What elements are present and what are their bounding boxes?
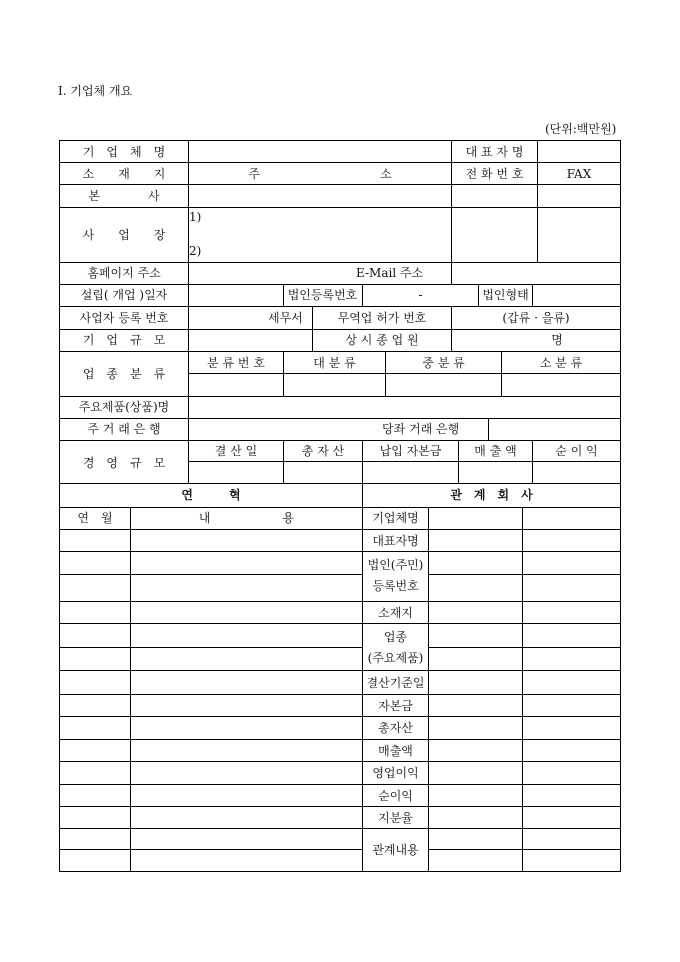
homepage-label: 홈페이지 주소 <box>87 266 161 280</box>
grid-line <box>458 440 459 483</box>
affiliate-location-label: 소재지 <box>378 606 413 620</box>
corp-reg-no-dash: - <box>418 288 423 302</box>
grid-line <box>59 871 621 872</box>
corp-type-label: 법인형태 <box>482 288 529 302</box>
grid-line <box>59 529 621 530</box>
affiliate-reg-no-label-line1: 법인(주민) <box>367 558 424 572</box>
grid-line <box>59 507 621 508</box>
affiliate-net-income-label: 순이익 <box>378 789 413 803</box>
grid-line <box>451 140 452 262</box>
affiliate-settlement-date-label: 결산기준일 <box>366 676 425 690</box>
current-bank-label: 당좌 거래 은행 <box>382 422 460 436</box>
grid-line <box>59 849 362 850</box>
corp-reg-no-label: 법인등록번호 <box>287 288 358 302</box>
grid-line <box>451 306 452 329</box>
workplace-entry-2: 2) <box>189 244 202 258</box>
founding-date-label: 설립( 개업 )일자 <box>80 288 168 302</box>
workplace-label: 사 업 장 <box>82 228 166 242</box>
grid-line <box>59 574 362 575</box>
grid-line <box>59 761 362 762</box>
total-assets-label: 총 자 산 <box>301 444 345 458</box>
affiliate-total-assets-label: 총자산 <box>378 721 413 735</box>
grid-line <box>428 574 620 575</box>
grid-line <box>59 806 362 807</box>
persons-unit: 명 <box>551 333 563 347</box>
management-scale-label: 경 영 규 모 <box>82 456 166 470</box>
affiliate-reg-no-label-line2: 등록번호 <box>372 579 419 593</box>
grid-line <box>312 329 313 351</box>
grid-line <box>59 716 362 717</box>
grid-line <box>478 284 479 306</box>
head-office-label: 본 사 <box>88 189 160 203</box>
grid-line <box>312 306 313 329</box>
employees-label: 상 시 종 업 원 <box>345 333 419 347</box>
grid-line <box>362 716 620 717</box>
grid-line <box>488 418 489 440</box>
grid-line <box>283 284 284 306</box>
trade-license-label: 무역업 허가 번호 <box>337 311 427 325</box>
major-class-label: 대 분 류 <box>313 356 356 370</box>
grid-line <box>283 351 284 396</box>
workplace-entry-1: 1) <box>189 210 202 224</box>
grid-line <box>428 849 620 850</box>
industry-label: 업 종 분 류 <box>82 367 166 381</box>
grid-line <box>362 828 620 829</box>
grid-line <box>59 140 60 872</box>
grid-line <box>362 551 620 552</box>
affiliate-sales-label: 매출액 <box>378 744 413 758</box>
grid-line <box>59 207 621 208</box>
grid-line <box>59 329 621 330</box>
grid-line <box>451 262 452 284</box>
net-income-label: 순 이 익 <box>555 444 598 458</box>
grid-line <box>362 694 620 695</box>
phone-label: 전 화 번 호 <box>465 167 524 181</box>
grid-line <box>59 623 362 624</box>
unit-label: (단위:백만원) <box>545 122 617 136</box>
fax-label: FAX <box>566 167 592 181</box>
grid-line <box>362 784 620 785</box>
grid-line <box>59 184 621 185</box>
grid-line <box>59 784 362 785</box>
address-label: 주 소 <box>248 167 392 181</box>
grid-line <box>451 329 452 351</box>
grid-line <box>188 373 620 374</box>
history-year-month-header: 연 월 <box>77 511 113 525</box>
affiliate-operating-income-label: 영업이익 <box>372 766 419 780</box>
grid-line <box>532 440 533 483</box>
grid-line <box>59 670 362 671</box>
affiliate-company-name-label: 기업체명 <box>372 511 419 525</box>
affiliate-equity-ratio-label: 지분율 <box>378 811 413 825</box>
company-size-label: 기 업 규 모 <box>82 333 166 347</box>
grid-line <box>501 351 502 396</box>
affiliates-title: 관 계 회 사 <box>450 488 533 502</box>
settlement-date-label: 결 산 일 <box>214 444 258 458</box>
grid-line <box>620 140 621 872</box>
affiliate-relationship-label: 관계내용 <box>372 843 419 857</box>
grid-line <box>428 507 429 871</box>
grid-line <box>362 670 620 671</box>
grid-line <box>188 461 620 462</box>
main-products-label: 주요제품(상품)명 <box>78 400 170 414</box>
affiliate-capital-label: 자본금 <box>378 699 413 713</box>
page-heading: I. 기업체 개요 <box>58 84 133 98</box>
grid-line <box>59 162 621 163</box>
minor-class-label: 소 분 류 <box>539 356 583 370</box>
grid-line <box>59 601 362 602</box>
grid-line <box>59 694 362 695</box>
grid-line <box>59 396 621 397</box>
tax-office-label: 세무서 <box>268 311 303 325</box>
grid-line <box>59 306 621 307</box>
grid-line <box>428 647 620 648</box>
grid-line <box>362 284 363 306</box>
grid-line <box>59 418 621 419</box>
affiliate-industry-label-line2: (주요제품) <box>367 651 424 665</box>
grid-line <box>59 483 621 484</box>
grid-line <box>188 140 189 483</box>
grid-line <box>362 761 620 762</box>
representative-label: 대 표 자 명 <box>465 145 524 159</box>
history-title: 연 혁 <box>181 488 241 502</box>
grid-line <box>59 828 362 829</box>
grid-line <box>362 739 620 740</box>
history-content-header: 내 용 <box>198 511 295 525</box>
affiliate-industry-label-line1: 업종 <box>383 630 408 644</box>
main-bank-label: 주 거 래 은 행 <box>87 422 161 436</box>
sales-label: 매 출 액 <box>474 444 517 458</box>
grid-line <box>59 140 621 141</box>
grid-line <box>532 284 533 306</box>
grid-line <box>59 262 621 263</box>
company-name-label: 기 업 체 명 <box>82 145 166 159</box>
grid-line <box>362 806 620 807</box>
grid-line <box>59 284 621 285</box>
grid-line <box>362 623 620 624</box>
grid-line <box>59 551 362 552</box>
middle-class-label: 중 분 류 <box>422 356 465 370</box>
business-reg-no-label: 사업자 등록 번호 <box>79 311 169 325</box>
paid-in-capital-label: 납입 자본금 <box>379 444 442 458</box>
affiliate-representative-label: 대표자명 <box>372 534 419 548</box>
grid-line <box>59 440 621 441</box>
grid-line <box>59 739 362 740</box>
grid-line <box>130 507 131 871</box>
grid-line <box>59 647 362 648</box>
grid-line <box>362 440 363 483</box>
class-type-label: (갑류 · 을류) <box>502 311 570 325</box>
grid-line <box>283 440 284 483</box>
class-no-label: 분 류 번 호 <box>207 356 265 370</box>
grid-line <box>362 601 620 602</box>
grid-line <box>537 140 538 262</box>
grid-line <box>385 351 386 396</box>
grid-line <box>522 507 523 871</box>
email-label: E-Mail 주소 <box>356 266 424 280</box>
grid-line <box>362 483 363 871</box>
grid-line <box>59 351 621 352</box>
location-label: 소 재 지 <box>82 167 166 181</box>
